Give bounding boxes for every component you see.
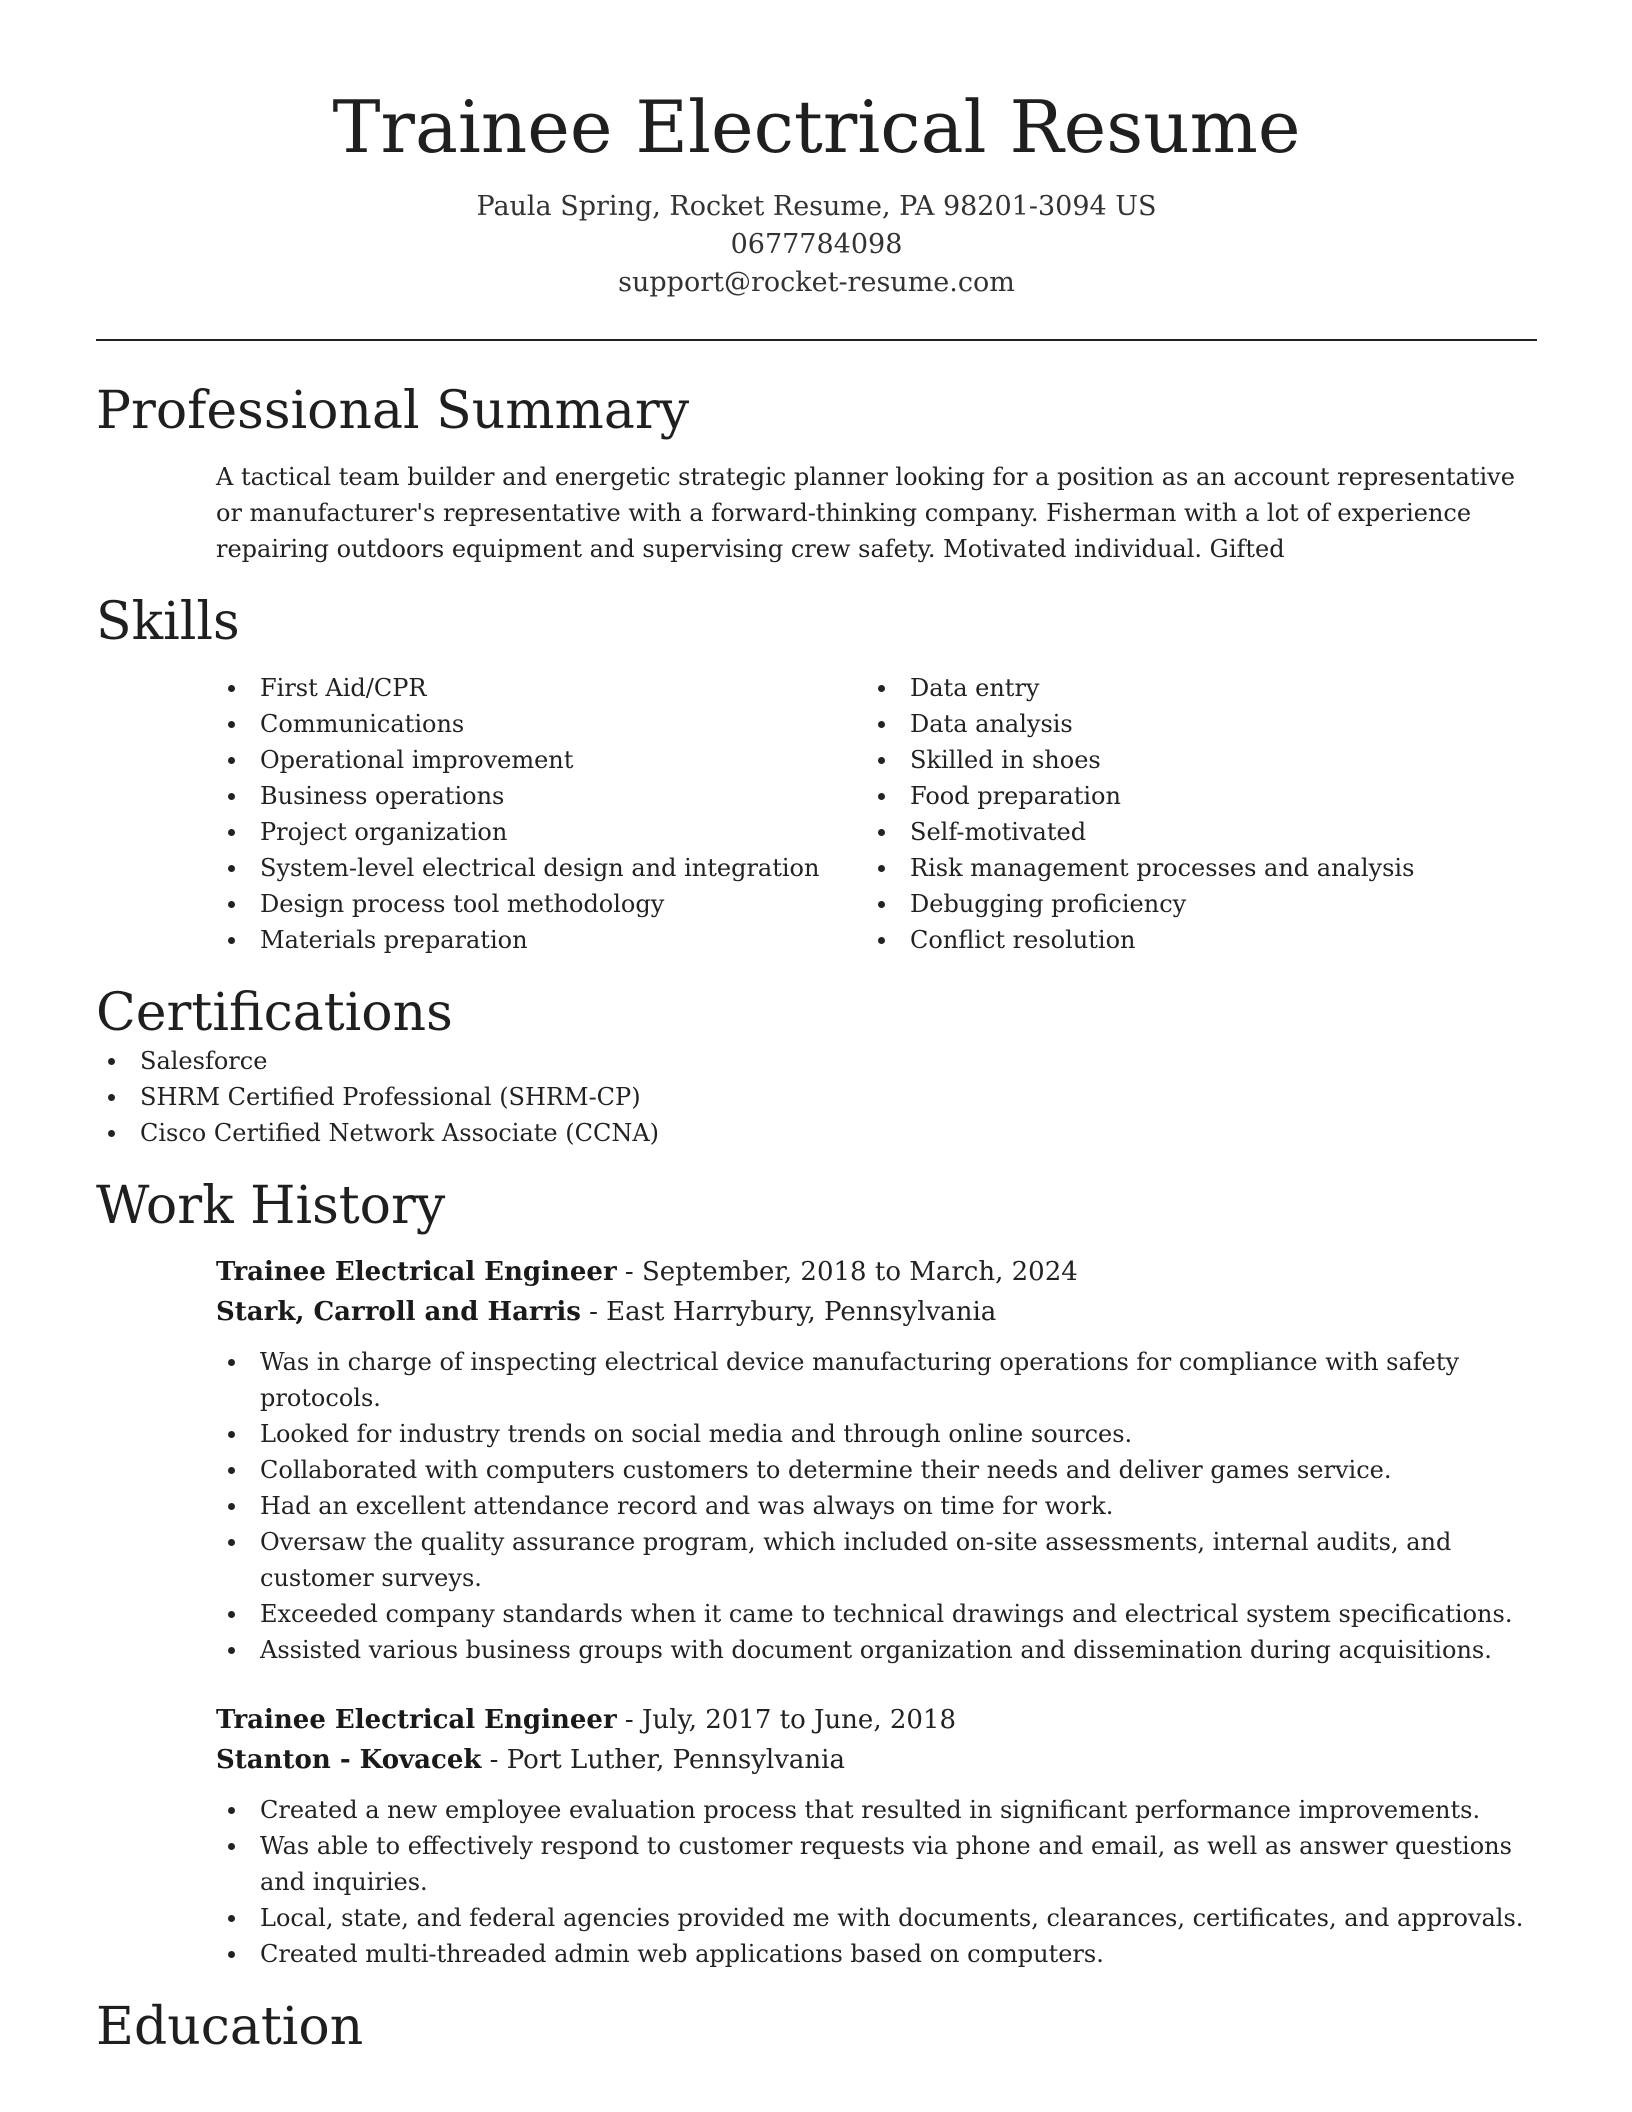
job-separator: -	[624, 1705, 642, 1735]
skill-item: Food preparation	[866, 778, 1516, 814]
skill-item: Data entry	[866, 670, 1516, 706]
skills-list-right	[866, 670, 1516, 958]
job-duties-list	[216, 1792, 1537, 1972]
contact-email: support@rocket-resume.com	[618, 267, 1015, 298]
skill-item: First Aid/CPR	[216, 670, 866, 706]
resume-title: Trainee Electrical Resume	[332, 85, 1301, 169]
resume-page	[96, 0, 1537, 2057]
job-title: Trainee Electrical Engineer	[216, 1705, 617, 1735]
skill-item: Self-motivated	[866, 814, 1516, 850]
summary-section	[96, 381, 1537, 567]
skill-item: System-level electrical design and integration	[216, 850, 866, 886]
certifications-heading: Certifications	[96, 983, 453, 1043]
job-separator: -	[589, 1297, 607, 1327]
job-separator: -	[489, 1745, 507, 1775]
contact-phone: 0677784098	[730, 229, 903, 260]
job-duty: Assisted various business groups with document organization and dissemination during acquisitions.	[216, 1632, 1537, 1668]
skills-grid	[216, 670, 1537, 958]
contact-address: Paula Spring, Rocket Resume, PA 98201-3094 US	[476, 191, 1157, 222]
job-duty: Was in charge of inspecting electrical device manufacturing operations for compliance with safety protocols.	[216, 1344, 1537, 1416]
summary-heading: Professional Summary	[96, 381, 690, 441]
skill-item: Debugging proficiency	[866, 886, 1516, 922]
job-location: Port Luther, Pennsylvania	[506, 1745, 845, 1775]
resume-header	[96, 84, 1537, 302]
certification-item: Salesforce	[96, 1043, 1537, 1079]
job-title: Trainee Electrical Engineer	[216, 1257, 617, 1287]
job-separator: -	[624, 1257, 642, 1287]
job-company: Stanton - Kovacek	[216, 1745, 482, 1775]
skill-item: Design process tool methodology	[216, 886, 866, 922]
contact-info	[96, 188, 1537, 302]
summary-text: A tactical team builder and energetic strategic planner looking for a position as an account representative or manufacturer's representative with a forward-thinking company. Fisherman with a lot of experience repairing outdoors equipment and supervising crew safety. Motivated individual. Gifted	[216, 463, 1515, 563]
job-duty: Created multi-threaded admin web applications based on computers.	[216, 1936, 1537, 1972]
skill-item: Project organization	[216, 814, 866, 850]
job-duty: Oversaw the quality assurance program, which included on-site assessments, internal audits, and customer surveys.	[216, 1524, 1537, 1596]
skill-item: Data analysis	[866, 706, 1516, 742]
job-entry	[216, 1252, 1537, 1668]
job-title-line	[216, 1700, 1537, 1740]
job-title-line	[216, 1252, 1537, 1292]
job-company-line	[216, 1740, 1537, 1780]
education-heading: Education	[96, 1997, 364, 2057]
job-company-line	[216, 1292, 1537, 1332]
skills-list-left	[216, 670, 866, 958]
skills-heading: Skills	[96, 592, 240, 652]
job-location: East Harrybury, Pennsylvania	[606, 1297, 997, 1327]
job-dates: September, 2018 to March, 2024	[641, 1257, 1078, 1287]
job-duties-list	[216, 1344, 1537, 1668]
job-entry	[216, 1700, 1537, 1972]
work-history-heading: Work History	[96, 1176, 446, 1236]
certification-item: SHRM Certified Professional (SHRM-CP)	[96, 1079, 1537, 1115]
skill-item: Business operations	[216, 778, 866, 814]
job-duty: Created a new employee evaluation process that resulted in significant performance improvements.	[216, 1792, 1537, 1828]
job-duty: Was able to effectively respond to customer requests via phone and email, as well as answer questions and inquiries.	[216, 1828, 1537, 1900]
work-history-section	[96, 1176, 1537, 1972]
job-duty: Collaborated with computers customers to determine their needs and deliver games service.	[216, 1452, 1537, 1488]
skills-section	[96, 592, 1537, 958]
skill-item: Conflict resolution	[866, 922, 1516, 958]
job-company: Stark, Carroll and Harris	[216, 1297, 581, 1327]
certification-item: Cisco Certified Network Associate (CCNA)	[96, 1115, 1537, 1151]
job-duty: Local, state, and federal agencies provided me with documents, clearances, certificates, and approvals.	[216, 1900, 1537, 1936]
job-dates: July, 2017 to June, 2018	[641, 1705, 957, 1735]
skill-item: Communications	[216, 706, 866, 742]
certifications-list	[96, 1043, 1537, 1151]
skill-item: Skilled in shoes	[866, 742, 1516, 778]
header-divider	[96, 339, 1537, 341]
education-section	[96, 1997, 1537, 2057]
job-duty: Looked for industry trends on social media and through online sources.	[216, 1416, 1537, 1452]
job-duty: Exceeded company standards when it came to technical drawings and electrical system specifications.	[216, 1596, 1537, 1632]
skill-item: Risk management processes and analysis	[866, 850, 1516, 886]
skill-item: Operational improvement	[216, 742, 866, 778]
skill-item: Materials preparation	[216, 922, 866, 958]
job-duty: Had an excellent attendance record and was always on time for work.	[216, 1488, 1537, 1524]
certifications-section	[96, 983, 1537, 1151]
